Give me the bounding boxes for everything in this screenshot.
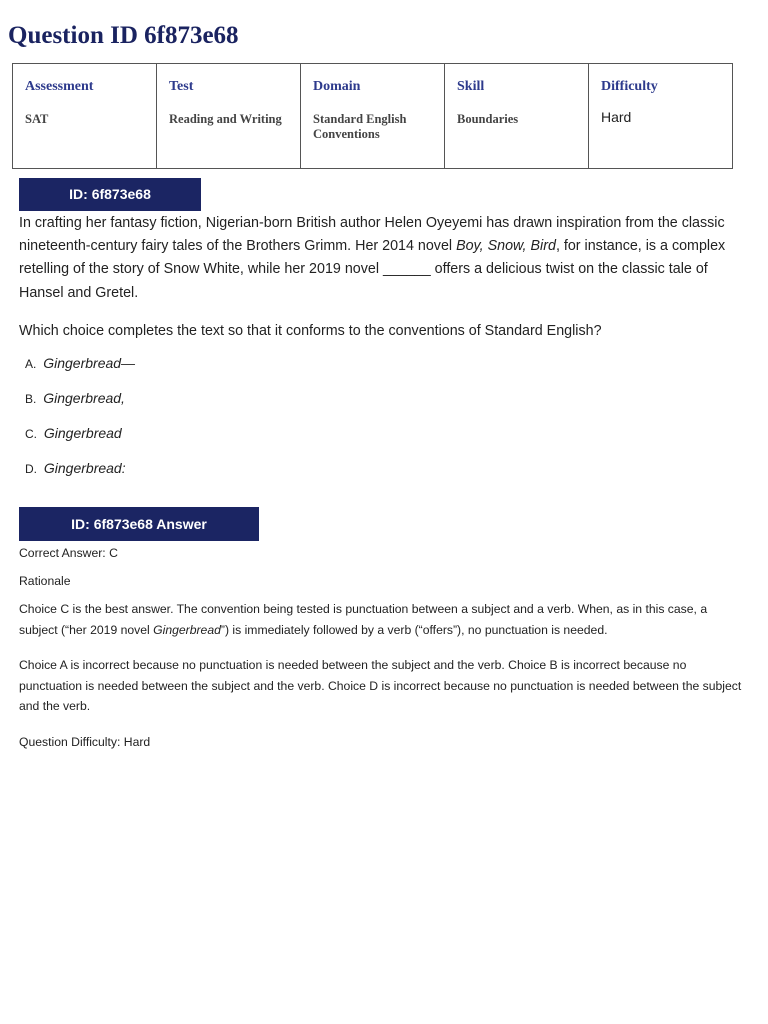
question-difficulty: Question Difficulty: Hard [19, 734, 151, 749]
choice-letter: C. [25, 427, 37, 441]
difficulty-value: Hard [601, 109, 632, 125]
domain-value: Standard English Conventions [313, 112, 407, 141]
skill-cell [445, 64, 589, 169]
test-header: Test [169, 79, 194, 94]
assessment-value: SAT [25, 112, 49, 126]
rationale-c-title: Gingerbread [153, 622, 221, 637]
answer-section [19, 543, 749, 752]
rationale-c-end: ”) is immediately followed by a verb (“offers”), no punctuation is needed. [220, 622, 608, 637]
test-value: Reading and Writing [169, 112, 282, 126]
domain-header: Domain [313, 79, 361, 94]
choice-d[interactable] [25, 457, 135, 492]
passage-text-start: In crafting her fantasy fiction, Nigerian-born British author Helen Oyeyemi has drawn inspiration from the classic nineteenth-century fairy tales of the Brothers Grimm. Her 2014 novel [19, 215, 725, 255]
choice-text: Gingerbread: [43, 460, 126, 476]
choice-letter: D. [25, 462, 37, 476]
passage-novel-title: Boy, Snow, Bird [456, 238, 556, 255]
difficulty-header: Difficulty [601, 79, 658, 94]
answer-id-banner: ID: 6f873e68 Answer [19, 507, 259, 541]
skill-header: Skill [457, 79, 485, 94]
difficulty-cell [589, 64, 733, 169]
rationale-label: Rationale [19, 574, 71, 588]
rationale-incorrect-choices: Choice A is incorrect because no punctuation is needed between the subject and the verb. Choice B is incorrect because no punctuation is needed between the subject and the verb. Choice D is incorrect because no punctuation is needed between the subject and the verb. [19, 658, 742, 713]
choice-letter: B. [25, 392, 37, 406]
assessment-cell [13, 64, 157, 169]
question-prompt: Which choice completes the text so that it conforms to the conventions of Standard English? [19, 323, 602, 339]
choice-b[interactable] [25, 387, 135, 422]
question-metadata-table [12, 63, 733, 169]
question-passage [19, 212, 749, 305]
question-id-banner: ID: 6f873e68 [19, 178, 201, 211]
test-cell [157, 64, 301, 169]
rationale-c-start: Choice C is the best answer. The convention being tested is punctuation between a subject and a verb. When, as in this case, a subject (“her 2019 novel [19, 602, 708, 637]
choice-text: Gingerbread [43, 425, 122, 441]
choice-c[interactable] [25, 422, 135, 457]
domain-cell [301, 64, 445, 169]
passage-text-end: , for instance, is a complex retelling of the story of Snow White, while her 2019 novel ______ offers a delicious twist on the classic tale of Hansel and Gretel. [19, 238, 726, 301]
choice-text: Gingerbread— [43, 355, 136, 371]
correct-answer: Correct Answer: C [19, 546, 118, 560]
choice-a[interactable] [25, 352, 135, 387]
choice-letter: A. [25, 357, 37, 371]
page-title: Question ID 6f873e68 [8, 22, 239, 49]
assessment-header: Assessment [25, 79, 94, 94]
choice-text: Gingerbread, [43, 390, 125, 406]
answer-choices [25, 352, 135, 492]
skill-value: Boundaries [457, 112, 519, 126]
rationale-correct-choice [19, 599, 749, 640]
